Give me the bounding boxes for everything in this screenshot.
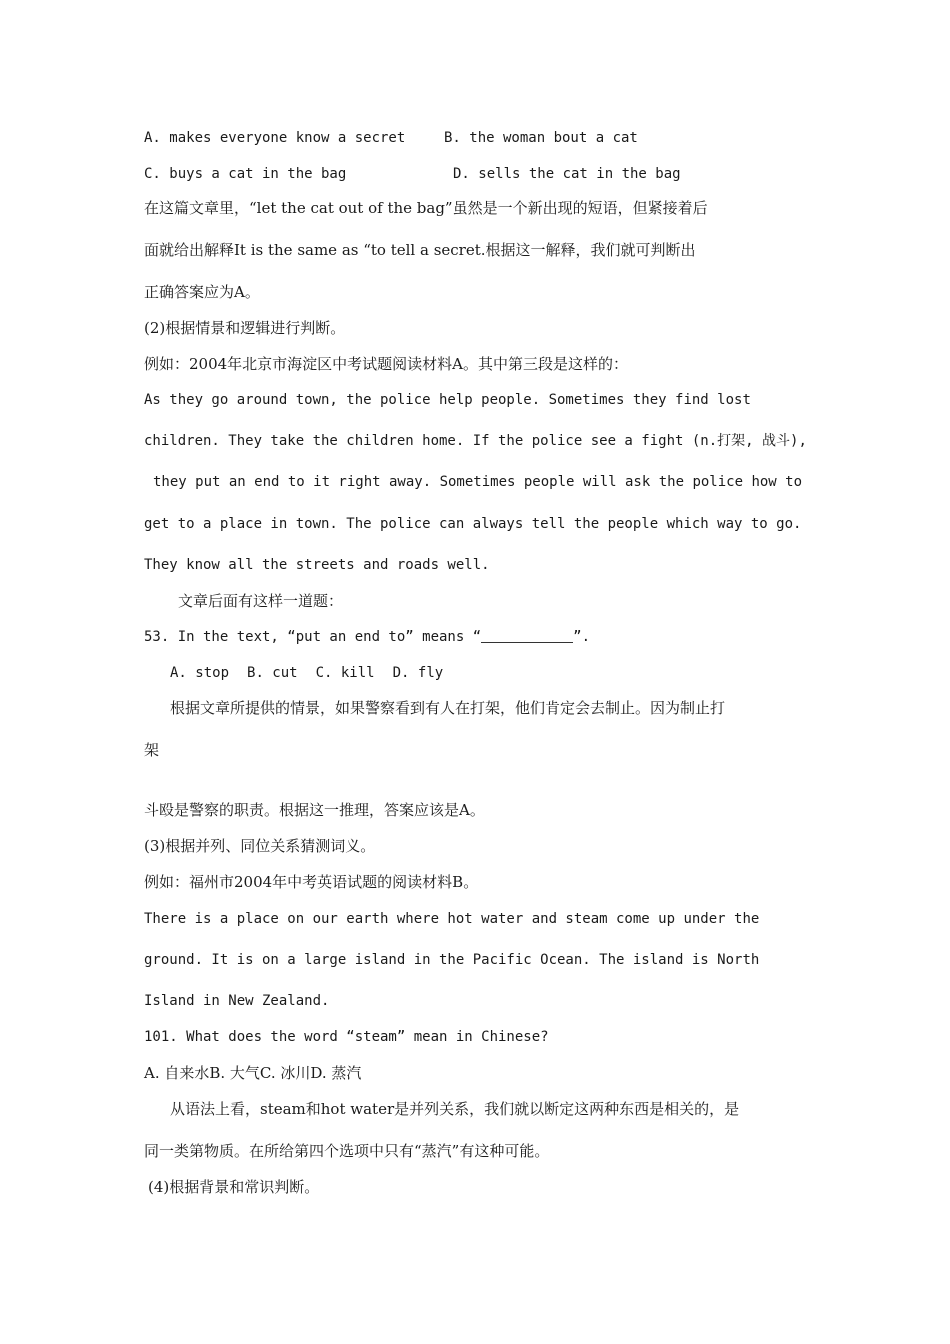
paragraph-line: 正确答案应为A。 — [144, 283, 260, 301]
option-a: A. makes everyone know a secret — [144, 130, 406, 146]
question-101: 101. What does the word “steam” mean in Chinese? — [144, 1029, 549, 1045]
passage-line: they put an end to it right away. Sometimes people will ask the police how to — [153, 474, 803, 490]
passage-line: get to a place in town. The police can always tell the people which way to go. — [144, 516, 802, 532]
option-d: D. sells the cat in the bag — [453, 166, 681, 182]
section-heading: (2)根据情景和逻辑进行判断。 — [144, 319, 346, 337]
example-line: 例如：福州市2004年中考英语试题的阅读材料B。 — [144, 873, 479, 891]
section-heading: (4)根据背景和常识判断。 — [148, 1178, 320, 1196]
answer-blank — [481, 628, 573, 643]
option-c: C. buys a cat in the bag — [144, 166, 347, 182]
explanation-line: 从语法上看，steam和hot water是并列关系，我们就以断定这两种东西是相关的，是 — [170, 1100, 740, 1118]
note-line: 文章后面有这样一道题： — [178, 592, 344, 610]
question-101-options: A. 自来水B. 大气C. 冰川D. 蒸汽 — [144, 1064, 362, 1082]
explanation-line: 根据文章所提供的情景，如果警察看到有人在打架，他们肯定会去制止。因为制止打 — [170, 699, 726, 717]
question-53-options: A. stop B. cut C. kill D. fly — [170, 665, 444, 681]
section-heading: (3)根据并列、同位关系猜测词义。 — [144, 837, 376, 855]
passage-line: children. They take the children home. If the police see a fight (n.打架, 战斗), — [144, 433, 807, 449]
passage-line: ground. It is on a large island in the Pacific Ocean. The island is North — [144, 952, 760, 968]
example-line: 例如：2004年北京市海淀区中考试题阅读材料A。其中第三段是这样的： — [144, 355, 629, 373]
passage-line: They know all the streets and roads well. — [144, 557, 490, 573]
paragraph-line: 面就给出解释It is the same as “to tell a secret.根据这一解释，我们就可判断出 — [144, 241, 696, 259]
option-b: B. the woman bout a cat — [444, 130, 638, 146]
question-53: 53. In the text, “put an end to” means “ ”. — [144, 629, 591, 645]
paragraph-line: 在这篇文章里，“let the cat out of the bag”虽然是一个新出现的短语，但紧接着后 — [144, 199, 708, 217]
explanation-line: 架 — [144, 741, 160, 759]
explanation-line: 同一类第物质。在所给第四个选项中只有“蒸汽”有这种可能。 — [144, 1142, 550, 1160]
passage-line: There is a place on our earth where hot water and steam come up under the — [144, 911, 760, 927]
passage-line: As they go around town, the police help people. Sometimes they find lost — [144, 392, 751, 408]
explanation-line: 斗殴是警察的职责。根据这一推理，答案应该是A。 — [144, 801, 485, 819]
passage-line: Island in New Zealand. — [144, 993, 330, 1009]
